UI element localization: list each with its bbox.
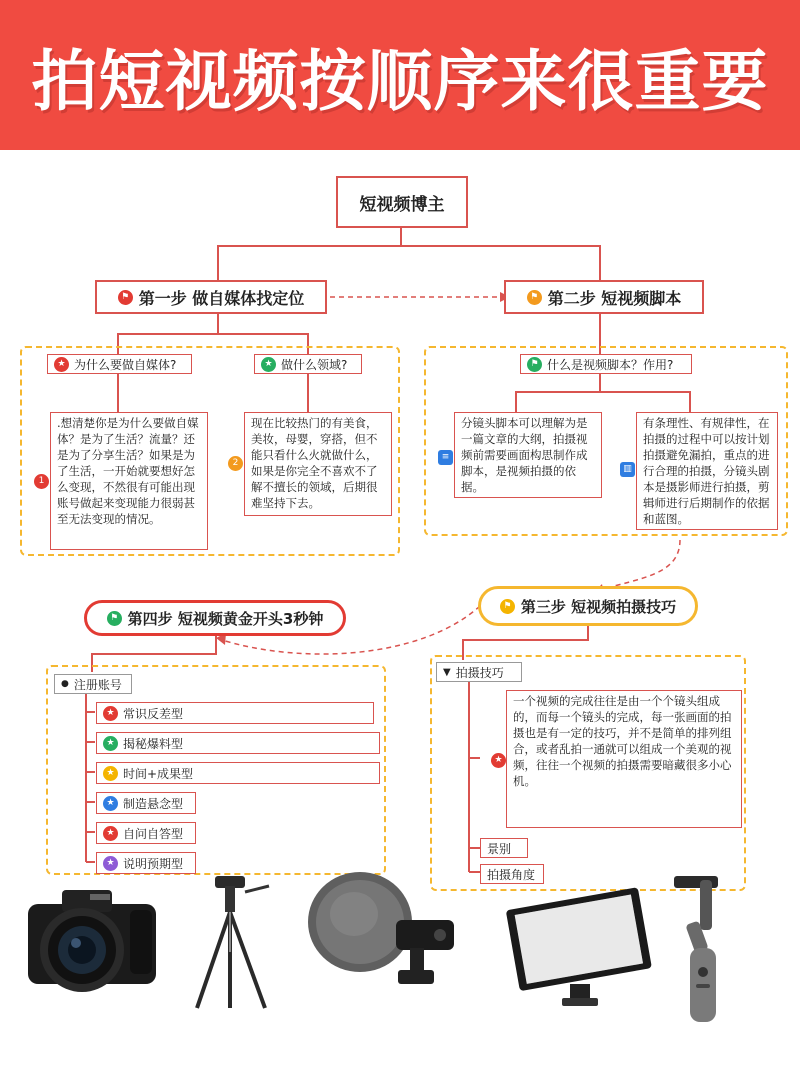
step1-answer2 xyxy=(244,412,392,516)
step4-item-1 xyxy=(96,702,374,724)
title-banner xyxy=(0,0,800,150)
step4-item-4 xyxy=(96,792,196,814)
step2-answer2 xyxy=(636,412,778,530)
step4-label: 第四步 短视频黄金开头3秒钟 xyxy=(127,609,324,628)
star-icon: ★ xyxy=(103,856,118,871)
step3-answer xyxy=(506,690,742,828)
step4-item-6-label: 说明预期型 xyxy=(123,856,184,871)
step2-answer1-text: 分镜头脚本可以理解为是一篇文章的大纲，拍摄视频前需要画面构思制作成脚本，是视频拍摄的依据。 xyxy=(461,416,588,494)
step1-question1-label: 为什么要做自媒体? xyxy=(74,357,177,372)
gimbal-image xyxy=(660,868,750,1028)
step3-topic xyxy=(436,662,522,682)
step2-answer1 xyxy=(454,412,602,498)
star-icon: ★ xyxy=(103,826,118,841)
star-icon: ★ xyxy=(491,753,506,768)
flag-icon: ⚑ xyxy=(107,611,122,626)
step4-item-2-label: 揭秘爆料型 xyxy=(123,736,184,751)
star-icon: ★ xyxy=(103,736,118,751)
arrow-step2-step3 xyxy=(600,540,680,590)
flag-icon: ⚑ xyxy=(527,357,542,372)
flag-icon: ⚑ xyxy=(500,599,515,614)
step4-topic-label: 注册账号 xyxy=(73,677,122,692)
star-icon: ★ xyxy=(103,796,118,811)
step3-topic-label: 拍摄技巧 xyxy=(455,665,504,680)
step4-item-5 xyxy=(96,822,196,844)
document-icon: ≡ xyxy=(438,450,453,465)
tripod-image xyxy=(185,872,275,1012)
step3-sub1 xyxy=(480,838,528,858)
flag-icon: ⚑ xyxy=(527,290,542,305)
camera-image xyxy=(18,880,168,1000)
step3-answer-text: 一个视频的完成往往是由一个个镜头组成的，而每一个镜头的完成，每一张画面的拍摄也是有一定的技巧，并不是简单的排列组合，或者乱拍一通就可以组成一个美观的视频，往往一个视频的拍摄需要暗藏很多小心机。 xyxy=(513,694,732,788)
step2-question xyxy=(520,354,692,374)
root-node xyxy=(336,176,468,228)
step4-item-5-label: 自问自答型 xyxy=(123,826,184,841)
root-label: 短视频博主 xyxy=(359,194,445,215)
step4-item-3 xyxy=(96,762,380,784)
star-icon: ★ xyxy=(261,357,276,372)
star-icon: ★ xyxy=(54,357,69,372)
triangle-icon: ▼ xyxy=(443,666,451,678)
step4-item-1-label: 常识反差型 xyxy=(123,706,184,721)
number-one-icon: 1 xyxy=(34,474,49,489)
step1-answer1-text: .想清楚你是为什么要做自媒体？是为了生活？流量？还是为了分享生活？如果是为了生活，一开始就要想好怎么变现，不然很有可能出现账号做起来变现能力很弱甚至无法变现的情况。 xyxy=(57,416,199,526)
step1-label: 第一步 做自媒体找定位 xyxy=(138,288,305,308)
number-two-icon: 2 xyxy=(228,456,243,471)
step3-label: 第三步 短视频拍摄技巧 xyxy=(520,597,677,616)
step4-node xyxy=(84,600,346,636)
step2-label: 第二步 短视频脚本 xyxy=(547,288,682,308)
step2-answer2-text: 有条理性、有规律性，在拍摄的过程中可以按计划拍摄避免漏拍，重点的进行合理的拍摄，分镜头剧本是摄影师进行拍摄，剪辑师进行后期制作的依据和蓝图。 xyxy=(643,416,770,526)
page-title: 拍短视频按顺序来很重要 xyxy=(31,42,769,120)
step4-item-4-label: 制造悬念型 xyxy=(123,796,184,811)
step1-question1 xyxy=(47,354,192,374)
step4-item-3-label: 时间+成果型 xyxy=(123,766,194,781)
step2-node xyxy=(504,280,704,314)
step4-item-6 xyxy=(96,852,196,874)
flag-icon: ⚑ xyxy=(118,290,133,305)
connector-root-step2 xyxy=(401,246,600,280)
star-icon: ★ xyxy=(103,706,118,721)
bullet-icon: ● xyxy=(61,679,69,689)
step1-question2-label: 做什么领域? xyxy=(281,357,348,372)
step4-topic xyxy=(54,674,132,694)
step3-sub2-label: 拍摄角度 xyxy=(487,867,536,882)
step3-sub1-label: 景别 xyxy=(487,841,512,856)
led-light-image xyxy=(500,880,660,1010)
step3-node xyxy=(478,586,698,626)
step2-question-label: 什么是视频脚本？作用? xyxy=(547,357,674,372)
step1-node xyxy=(95,280,327,314)
connector-root-step1 xyxy=(218,228,401,280)
step1-answer2-text: 现在比较热门的有美食，美妆，母婴，穿搭，但不能只看什么火就做什么，如果是你完全不喜欢不了解不擅长的领域，后期很难坚持下去。 xyxy=(251,416,378,510)
microphone-image xyxy=(300,862,470,1012)
star-icon: ★ xyxy=(103,766,118,781)
chart-icon: ▥ xyxy=(620,462,635,477)
step4-item-2 xyxy=(96,732,380,754)
step1-answer1 xyxy=(50,412,208,550)
step1-question2 xyxy=(254,354,362,374)
